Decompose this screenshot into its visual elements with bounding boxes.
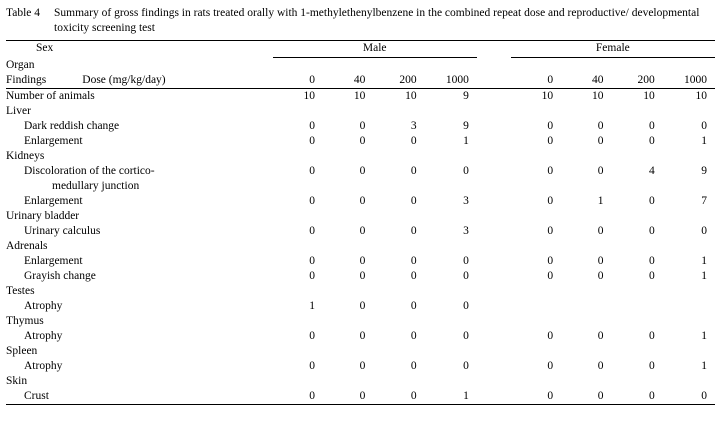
caption-text: Summary of gross findings in rats treated orally with 1-methylethenylbenzene in the combined repeat dose and reproductive/ developmental toxicity screening test	[54, 7, 700, 35]
cell-female-3	[663, 239, 715, 254]
cell-male-0	[273, 344, 323, 359]
cell-female-0: 0	[547, 330, 554, 343]
table-row	[6, 269, 715, 284]
table-row	[6, 314, 715, 329]
cell-male-1: 0	[359, 195, 366, 208]
cell-female-3	[663, 179, 715, 194]
cell-female-1: 0	[597, 225, 604, 238]
cell-male-3: 1	[463, 135, 469, 148]
cell-male-0: 0	[309, 165, 315, 178]
table-row	[6, 164, 715, 179]
cell-female-1: 0	[597, 165, 604, 178]
row-gap	[477, 89, 511, 105]
cell-male-2	[373, 344, 424, 359]
cell-male-3: 0	[463, 330, 469, 343]
cell-female-0	[511, 374, 561, 389]
table-row	[6, 224, 715, 239]
header-blank	[373, 58, 424, 74]
cell-male-0: 0	[309, 255, 315, 268]
cell-female-3: 1	[701, 255, 707, 268]
cell-male-3	[425, 179, 477, 194]
cell-female-2	[611, 179, 662, 194]
cell-male-1: 0	[323, 389, 373, 405]
cell-male-3	[425, 149, 477, 164]
cell-male-2: 0	[410, 270, 417, 283]
row-gap	[477, 374, 511, 389]
cell-female-0	[511, 149, 561, 164]
table-row	[6, 329, 715, 344]
cell-male-3	[425, 209, 477, 224]
cell-female-1	[561, 239, 611, 254]
cell-female-2: 0	[611, 389, 662, 405]
cell-male-2: 0	[410, 195, 417, 208]
cell-male-1	[323, 104, 373, 119]
table-row	[6, 179, 715, 194]
row-gap	[477, 284, 511, 299]
cell-male-2: 0	[373, 389, 424, 405]
cell-female-0: 0	[547, 255, 554, 268]
header-blank	[425, 58, 477, 74]
header-dose-female-1: 40	[561, 73, 611, 89]
cell-male-1: 10	[353, 90, 366, 103]
cell-male-0: 0	[309, 120, 315, 133]
cell-male-0: 0	[309, 360, 315, 373]
row-label: Skin	[6, 375, 28, 388]
cell-female-2	[611, 209, 662, 224]
row-label: Urinary bladder	[6, 210, 80, 223]
cell-male-2	[373, 374, 424, 389]
header-organ-row	[6, 58, 715, 74]
cell-female-0	[511, 284, 561, 299]
cell-male-0	[273, 209, 323, 224]
cell-female-2: 10	[643, 90, 655, 103]
row-gap	[477, 389, 511, 405]
cell-female-3: 0	[663, 389, 715, 405]
cell-female-2: 0	[649, 330, 655, 343]
cell-male-1	[323, 149, 373, 164]
cell-female-2	[611, 374, 662, 389]
cell-male-1	[323, 374, 373, 389]
cell-female-1: 0	[597, 270, 604, 283]
cell-female-1: 0	[597, 135, 604, 148]
cell-female-1: 0	[597, 330, 604, 343]
row-gap	[477, 359, 511, 374]
cell-female-2: 0	[649, 360, 655, 373]
row-label: Kidneys	[6, 150, 45, 163]
caption-label: Table 4	[6, 7, 41, 19]
cell-male-3	[425, 374, 477, 389]
cell-male-2: 10	[405, 90, 417, 103]
cell-female-0: 10	[541, 90, 554, 103]
cell-male-3: 0	[463, 255, 469, 268]
cell-male-1: 0	[359, 135, 366, 148]
cell-female-0: 0	[547, 165, 554, 178]
header-group-female: Female	[511, 41, 715, 58]
cell-male-0	[273, 149, 323, 164]
row-label: Liver	[6, 105, 31, 118]
header-gap	[477, 41, 511, 58]
cell-male-0: 0	[309, 270, 315, 283]
cell-male-1	[323, 344, 373, 359]
cell-female-1	[561, 299, 611, 314]
row-label: Adrenals	[6, 240, 48, 253]
table-row	[6, 389, 715, 405]
cell-female-1: 1	[597, 195, 604, 208]
cell-male-1: 0	[359, 270, 366, 283]
cell-male-0: 1	[309, 300, 315, 313]
cell-male-0: 0	[309, 225, 315, 238]
cell-male-3: 0	[463, 360, 469, 373]
cell-male-0	[273, 284, 323, 299]
cell-female-2: 0	[649, 120, 655, 133]
cell-male-1	[323, 179, 373, 194]
cell-male-0	[273, 104, 323, 119]
row-gap	[477, 119, 511, 134]
cell-male-1: 0	[359, 330, 366, 343]
row-label: Atrophy	[24, 360, 63, 373]
cell-male-0: 0	[309, 330, 315, 343]
header-dose-female-0: 0	[511, 73, 561, 89]
cell-male-0: 10	[303, 90, 315, 103]
cell-female-1	[561, 344, 611, 359]
cell-female-1	[561, 374, 611, 389]
cell-female-0: 0	[547, 120, 554, 133]
table-row	[6, 134, 715, 149]
cell-male-2: 0	[410, 255, 417, 268]
cell-male-1: 0	[359, 120, 366, 133]
cell-female-1	[561, 314, 611, 329]
header-gap	[477, 73, 511, 89]
row-gap	[477, 299, 511, 314]
header-sex-label: Sex	[6, 41, 273, 58]
cell-male-2: 0	[410, 135, 417, 148]
row-gap	[477, 314, 511, 329]
row-gap	[477, 209, 511, 224]
cell-female-3	[663, 284, 715, 299]
table-row	[6, 284, 715, 299]
cell-male-3: 9	[463, 90, 469, 103]
cell-female-1: 0	[561, 389, 611, 405]
cell-female-0: 0	[511, 389, 561, 405]
cell-female-1	[561, 149, 611, 164]
table-row	[6, 299, 715, 314]
cell-male-2	[373, 104, 424, 119]
row-gap	[477, 194, 511, 209]
header-blank	[477, 58, 511, 74]
header-dose-female-3: 1000	[663, 73, 715, 89]
cell-male-1	[323, 239, 373, 254]
cell-female-2	[611, 104, 662, 119]
row-gap	[477, 254, 511, 269]
header-blank	[611, 58, 662, 74]
cell-male-2	[373, 209, 424, 224]
cell-female-3: 1	[701, 135, 707, 148]
cell-female-2	[611, 344, 662, 359]
row-label: Enlargement	[24, 135, 83, 148]
table-row	[6, 119, 715, 134]
cell-female-1	[561, 209, 611, 224]
cell-male-1	[323, 209, 373, 224]
cell-male-1: 0	[359, 255, 366, 268]
cell-male-2	[373, 284, 424, 299]
cell-male-2: 0	[410, 330, 417, 343]
row-label: Crust	[6, 389, 273, 405]
cell-female-3	[663, 149, 715, 164]
cell-female-1: 10	[591, 90, 604, 103]
cell-male-1: 0	[359, 225, 366, 238]
cell-female-3	[663, 374, 715, 389]
cell-female-3: 1	[701, 270, 707, 283]
row-label: Enlargement	[24, 195, 83, 208]
row-label: Spleen	[6, 345, 38, 358]
cell-female-0	[511, 344, 561, 359]
cell-male-3	[425, 314, 477, 329]
table-row	[6, 254, 715, 269]
cell-female-2	[611, 299, 662, 314]
cell-female-0: 0	[547, 195, 554, 208]
cell-male-2	[373, 239, 424, 254]
cell-female-3	[663, 299, 715, 314]
cell-female-1	[561, 284, 611, 299]
cell-female-0	[511, 299, 561, 314]
cell-female-2: 4	[649, 165, 655, 178]
cell-male-2	[373, 149, 424, 164]
header-organ-label: Organ	[6, 58, 35, 71]
cell-female-3: 1	[701, 360, 707, 373]
cell-female-0	[511, 209, 561, 224]
header-dose-male-1: 40	[323, 73, 373, 89]
row-label: Testes	[6, 285, 35, 298]
cell-male-3: 0	[463, 270, 469, 283]
table-row	[6, 104, 715, 119]
table-row	[6, 239, 715, 254]
row-label: Atrophy	[24, 300, 63, 313]
cell-female-3: 0	[701, 225, 707, 238]
cell-male-0	[273, 374, 323, 389]
table-row	[6, 89, 715, 105]
header-blank	[511, 58, 561, 74]
cell-female-2: 0	[649, 255, 655, 268]
cell-male-3: 0	[463, 165, 469, 178]
row-label: Enlargement	[24, 255, 83, 268]
cell-male-0	[273, 239, 323, 254]
cell-female-3	[663, 209, 715, 224]
header-blank	[273, 58, 323, 74]
cell-female-1	[561, 179, 611, 194]
row-label: Number of animals	[6, 90, 95, 103]
cell-female-3	[663, 104, 715, 119]
cell-male-3: 3	[463, 195, 469, 208]
cell-female-3: 10	[695, 90, 707, 103]
header-dose-text: Dose (mg/kg/day)	[82, 74, 166, 87]
table-row	[6, 149, 715, 164]
header-blank	[561, 58, 611, 74]
cell-male-1: 0	[359, 165, 366, 178]
cell-male-0	[273, 314, 323, 329]
row-gap	[477, 134, 511, 149]
header-group-male: Male	[273, 41, 477, 58]
cell-male-2	[373, 314, 424, 329]
cell-male-0: 0	[309, 195, 315, 208]
cell-female-3: 0	[701, 120, 707, 133]
cell-male-2: 0	[410, 165, 417, 178]
row-gap	[477, 104, 511, 119]
header-dose-row	[6, 73, 715, 89]
header-blank	[663, 58, 715, 74]
cell-female-1: 0	[597, 360, 604, 373]
cell-male-1	[323, 284, 373, 299]
cell-female-0	[511, 104, 561, 119]
cell-female-1: 0	[597, 255, 604, 268]
header-dose-male-0: 0	[273, 73, 323, 89]
cell-female-3: 1	[701, 330, 707, 343]
cell-male-2: 0	[410, 300, 417, 313]
header-dose-female-2: 200	[611, 73, 662, 89]
header-sex-row	[6, 41, 715, 58]
cell-male-0: 0	[273, 389, 323, 405]
cell-male-2: 0	[410, 225, 417, 238]
cell-female-2: 0	[649, 270, 655, 283]
cell-female-2: 0	[649, 225, 655, 238]
cell-male-1: 0	[359, 300, 366, 313]
table-row	[6, 344, 715, 359]
header-findings-text: Findings	[6, 74, 47, 87]
row-gap	[477, 344, 511, 359]
cell-male-3: 3	[463, 225, 469, 238]
row-gap	[477, 179, 511, 194]
cell-female-2	[611, 149, 662, 164]
row-label: Atrophy	[24, 330, 63, 343]
cell-female-0: 0	[547, 135, 554, 148]
cell-female-3	[663, 314, 715, 329]
row-gap	[477, 164, 511, 179]
cell-female-3: 9	[701, 165, 707, 178]
row-label: Grayish change	[24, 270, 96, 283]
cell-female-0	[511, 314, 561, 329]
cell-female-2: 0	[649, 135, 655, 148]
cell-female-3	[663, 344, 715, 359]
cell-female-1	[561, 104, 611, 119]
cell-female-2	[611, 284, 662, 299]
header-dose-male-3: 1000	[425, 73, 477, 89]
row-label: Urinary calculus	[24, 225, 101, 238]
cell-female-2	[611, 314, 662, 329]
cell-female-0	[511, 179, 561, 194]
cell-female-0	[511, 239, 561, 254]
cell-male-0: 0	[309, 135, 315, 148]
header-findings-label	[6, 73, 273, 89]
cell-female-0: 0	[547, 225, 554, 238]
row-gap	[477, 224, 511, 239]
cell-female-0: 0	[547, 360, 554, 373]
cell-female-2	[611, 239, 662, 254]
row-label: Thymus	[6, 315, 44, 328]
cell-male-3: 0	[463, 300, 469, 313]
cell-male-2: 0	[410, 360, 417, 373]
cell-male-3	[425, 239, 477, 254]
cell-female-3: 7	[701, 195, 707, 208]
cell-male-3	[425, 344, 477, 359]
cell-male-3	[425, 104, 477, 119]
cell-male-3: 9	[463, 120, 469, 133]
cell-female-1: 0	[597, 120, 604, 133]
cell-male-2	[373, 179, 424, 194]
cell-female-2: 0	[649, 195, 655, 208]
cell-male-2: 3	[410, 120, 417, 133]
gross-findings-table	[6, 40, 715, 405]
table-row	[6, 194, 715, 209]
cell-male-3: 1	[425, 389, 477, 405]
table-row	[6, 374, 715, 389]
cell-male-0	[273, 179, 323, 194]
cell-female-0: 0	[547, 270, 554, 283]
table-caption	[6, 6, 715, 36]
cell-male-1	[323, 314, 373, 329]
row-gap	[477, 269, 511, 284]
row-label: Discoloration of the cortico-	[24, 165, 155, 178]
table-row	[6, 209, 715, 224]
row-gap	[477, 239, 511, 254]
cell-male-3	[425, 284, 477, 299]
header-blank	[323, 58, 373, 74]
row-gap	[477, 329, 511, 344]
row-gap	[477, 149, 511, 164]
table-row	[6, 359, 715, 374]
row-label: medullary junction	[52, 180, 140, 193]
cell-male-1: 0	[359, 360, 366, 373]
row-label: Dark reddish change	[24, 120, 120, 133]
header-dose-male-2: 200	[373, 73, 424, 89]
